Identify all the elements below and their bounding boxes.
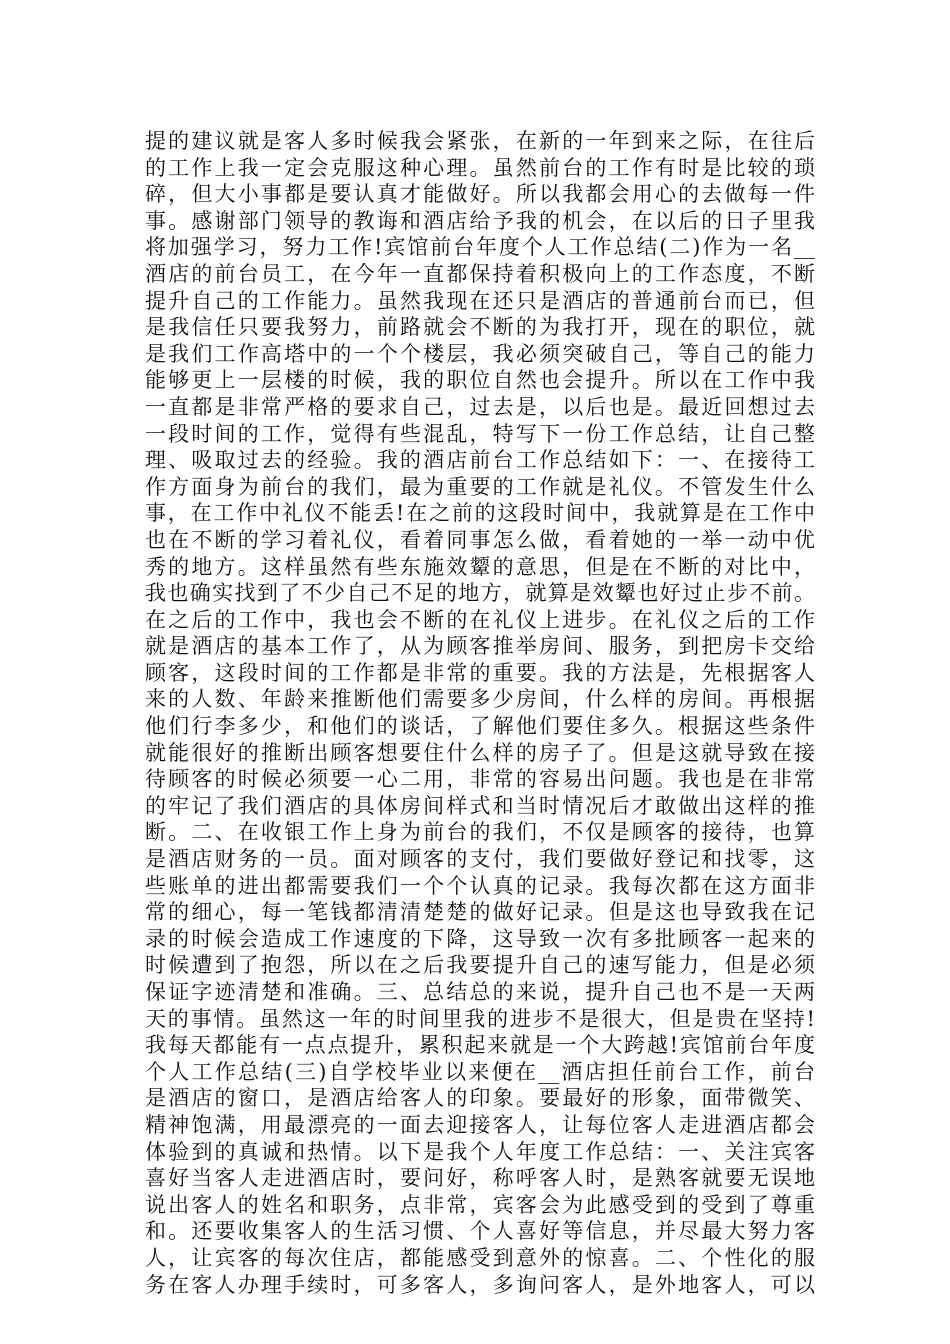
text-line: 就是酒店的基本工作了，从为顾客推举房间、服务，到把房卡交给 xyxy=(145,634,815,659)
text-line: 个人工作总结(三)自学校毕业以来便在__酒店担任前台工作，前台 xyxy=(145,1059,815,1084)
text-line: 待顾客的时候必须要一心二用，非常的容易出问题。我也是在非常 xyxy=(145,767,815,792)
text-line: 事。感谢部门领导的教诲和酒店给予我的机会，在以后的日子里我 xyxy=(145,208,815,233)
text-line: 是我们工作高塔中的一个个楼层，我必须突破自己，等自己的能力 xyxy=(145,341,815,366)
text-line: 说出客人的姓名和职务，点非常，宾客会为此感受到的受到了尊重 xyxy=(145,1192,815,1217)
text-line: 能够更上一层楼的时候，我的职位自然也会提升。所以在工作中我 xyxy=(145,368,815,393)
text-line: 和。还要收集客人的生活习惯、个人喜好等信息，并尽最大努力客 xyxy=(145,1219,815,1244)
text-line: 的工作上我一定会克服这种心理。虽然前台的工作有时是比较的琐 xyxy=(145,155,815,180)
text-line: 保证字迹清楚和准确。三、总结总的来说，提升自己也不是一天两 xyxy=(145,980,815,1004)
text-line: 碎，但大小事都是要认真才能做好。所以我都会用心的去做每一件 xyxy=(145,182,815,207)
text-line: 是酒店的窗口，是酒店给客人的印象。要最好的形象，面带微笑、 xyxy=(145,1086,815,1111)
text-line: 体验到的真诚和热情。以下是我个人年度工作总结：一、关注宾客 xyxy=(145,1139,815,1164)
text-line: 是我信任只要我努力，前路就会不断的为我打开，现在的职位，就 xyxy=(145,315,815,340)
text-line: 秀的地方。这样虽然有些东施效颦的意思，但是在不断的对比中， xyxy=(145,554,815,579)
text-line: 事，在工作中礼仪不能丢!在之前的这段时间中，我就算是在工作中 xyxy=(145,501,815,526)
text-line: 也在不断的学习着礼仪，看着同事怎么做，看着她的一举一动中优 xyxy=(145,527,815,552)
text-line: 常的细心，每一笔钱都清清楚楚的做好记录。但是这也导致我在记 xyxy=(145,900,815,925)
text-line: 在之后的工作中，我也会不断的在礼仪上进步。在礼仪之后的工作 xyxy=(145,607,815,632)
text-line: 喜好当客人走进酒店时，要问好，称呼客人时，是熟客就要无误地 xyxy=(145,1166,815,1191)
text-line: 人，让宾客的每次住店，都能感受到意外的惊喜。二、个性化的服 xyxy=(145,1245,815,1270)
text-line: 来的人数、年龄来推断他们需要多少房间，什么样的房间。再根据 xyxy=(145,687,815,712)
text-line: 提的建议就是客人多时候我会紧张，在新的一年到来之际，在往后 xyxy=(145,129,815,153)
text-line: 断。二、在收银工作上身为前台的我们，不仅是顾客的接待，也算 xyxy=(145,820,815,845)
text-line: 就能很好的推断出顾客想要住什么样的房子了。但是这就导致在接 xyxy=(145,740,815,765)
text-line: 酒店的前台员工，在今年一直都保持着积极向上的工作态度，不断 xyxy=(145,261,815,286)
text-line: 我也确实找到了不少自己不足的地方，就算是效颦也好过止步不前。 xyxy=(145,581,815,606)
text-line: 时候遭到了抱怨，所以在之后我要提升自己的速写能力，但是必须 xyxy=(145,953,815,978)
text-line: 一段时间的工作，觉得有些混乱，特写下一份工作总结，让自己整 xyxy=(145,421,815,446)
text-line: 些账单的进出都需要我们一个个认真的记录。我每次都在这方面非 xyxy=(145,873,815,898)
text-line: 我每天都能有一点点提升，累积起来就是一个大跨越!宾馆前台年度 xyxy=(145,1033,815,1058)
text-line: 他们行李多少，和他们的谈话，了解他们要住多久。根据这些条件 xyxy=(145,714,815,739)
text-line: 是酒店财务的一员。面对顾客的支付，我们要做好登记和找零，这 xyxy=(145,847,815,872)
text-line: 务在客人办理手续时，可多客人，多询问客人，是外地客人，可以 xyxy=(145,1272,815,1297)
text-line: 理、吸取过去的经验。我的酒店前台工作总结如下：一、在接待工 xyxy=(145,448,815,473)
text-line: 精神饱满，用最漂亮的一面去迎接客人，让每位客人走进酒店都会 xyxy=(145,1112,815,1137)
text-line: 顾客，这段时间的工作都是非常的重要。我的方法是，先根据客人 xyxy=(145,660,815,685)
body-text xyxy=(145,128,815,1298)
text-line: 天的事情。虽然这一年的时间里我的进步不是很大，但是贵在坚持! xyxy=(145,1006,815,1031)
text-line: 录的时候会造成工作速度的下降，这导致一次有多批顾客一起来的 xyxy=(145,926,815,951)
text-line: 一直都是非常严格的要求自己，过去是，以后也是。最近回想过去 xyxy=(145,394,815,419)
text-line: 的牢记了我们酒店的具体房间样式和当时情况后才敢做出这样的推 xyxy=(145,793,815,818)
text-line: 将加强学习，努力工作!宾馆前台年度个人工作总结(二)作为一名__ xyxy=(145,235,815,260)
text-line: 作方面身为前台的我们，最为重要的工作就是礼仪。不管发生什么 xyxy=(145,474,815,499)
text-line: 提升自己的工作能力。虽然我现在还只是酒店的普通前台而已，但 xyxy=(145,288,815,313)
